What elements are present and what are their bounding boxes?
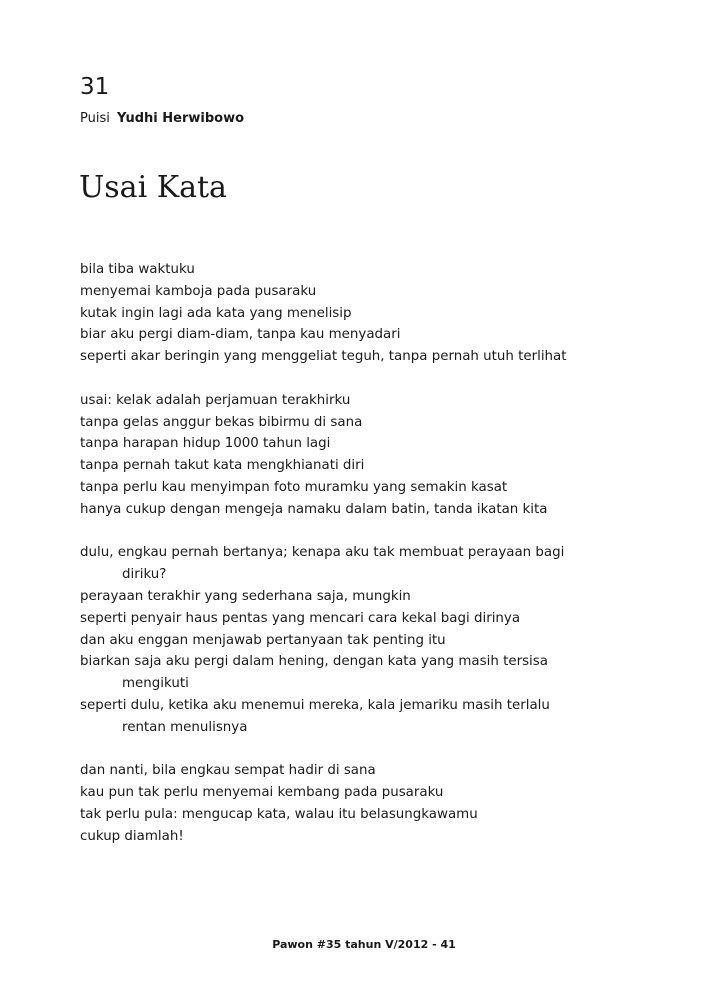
poem-line: tak perlu pula: mengucap kata, walau itu belasungkawamu [80, 806, 478, 822]
poem-body [80, 259, 660, 869]
poem-line: hanya cukup dengan mengeja namaku dalam batin, tanda ikatan kita [80, 501, 548, 517]
poem-line-continuation: diriku? [122, 567, 167, 583]
stanza-2 [80, 390, 660, 521]
poem-line: seperti akar beringin yang menggeliat teguh, tanpa pernah utuh terlihat [80, 349, 567, 365]
poem-line: tanpa pernah takut kata mengkhianati diri [80, 458, 365, 474]
poem-line: tanpa harapan hidup 1000 tahun lagi [80, 436, 331, 452]
poem-line: seperti dulu, ketika aku menemui mereka, kala jemariku masih terlalu [80, 697, 550, 713]
stanza-3 [80, 542, 660, 738]
poem-line: dulu, engkau pernah bertanya; kenapa aku tak membuat perayaan bagi [80, 545, 565, 561]
poem-line: bila tiba waktuku [80, 262, 195, 277]
poem-line: usai: kelak adalah perjamuan terakhirku [80, 392, 351, 408]
poem-line: seperti penyair haus pentas yang mencari cara kekal bagi dirinya [80, 610, 521, 626]
poem-line: perayaan terakhir yang sederhana saja, mungkin [80, 588, 411, 604]
poem-line: tanpa perlu kau menyimpan foto muramku yang semakin kasat [80, 479, 508, 495]
poem-number: 31 [80, 74, 110, 100]
poem-line: dan aku enggan menjawab pertanyaan tak penting itu [80, 632, 446, 648]
poem-line: kutak ingin lagi ada kata yang menelisip [80, 305, 352, 321]
stanza-1 [80, 259, 660, 368]
author-name: Yudhi Herwibowo [117, 111, 245, 126]
poem-line: biarkan saja aku pergi dalam hening, dengan kata yang masih tersisa [80, 654, 548, 670]
poem-line: biar aku pergi diam-diam, tanpa kau menyadari [80, 327, 401, 343]
stanza-4 [80, 760, 660, 847]
poem-line: tanpa gelas anggur bekas bibirmu di sana [80, 414, 363, 430]
byline [80, 111, 244, 127]
poem-line-continuation: rentan menulisnya [122, 719, 248, 735]
page-footer: Pawon #35 tahun V/2012 - 41 [272, 938, 456, 951]
poem-title: Usai Kata [79, 170, 227, 205]
poem-line-continuation: mengikuti [122, 676, 189, 692]
poem-line: kau pun tak perlu menyemai kembang pada pusaraku [80, 785, 444, 801]
genre-label: Puisi [80, 111, 110, 126]
poem-line: cukup diamlah! [80, 828, 184, 844]
poem-line: dan nanti, bila engkau sempat hadir di sana [80, 763, 376, 779]
poem-line: menyemai kamboja pada pusaraku [80, 283, 317, 299]
